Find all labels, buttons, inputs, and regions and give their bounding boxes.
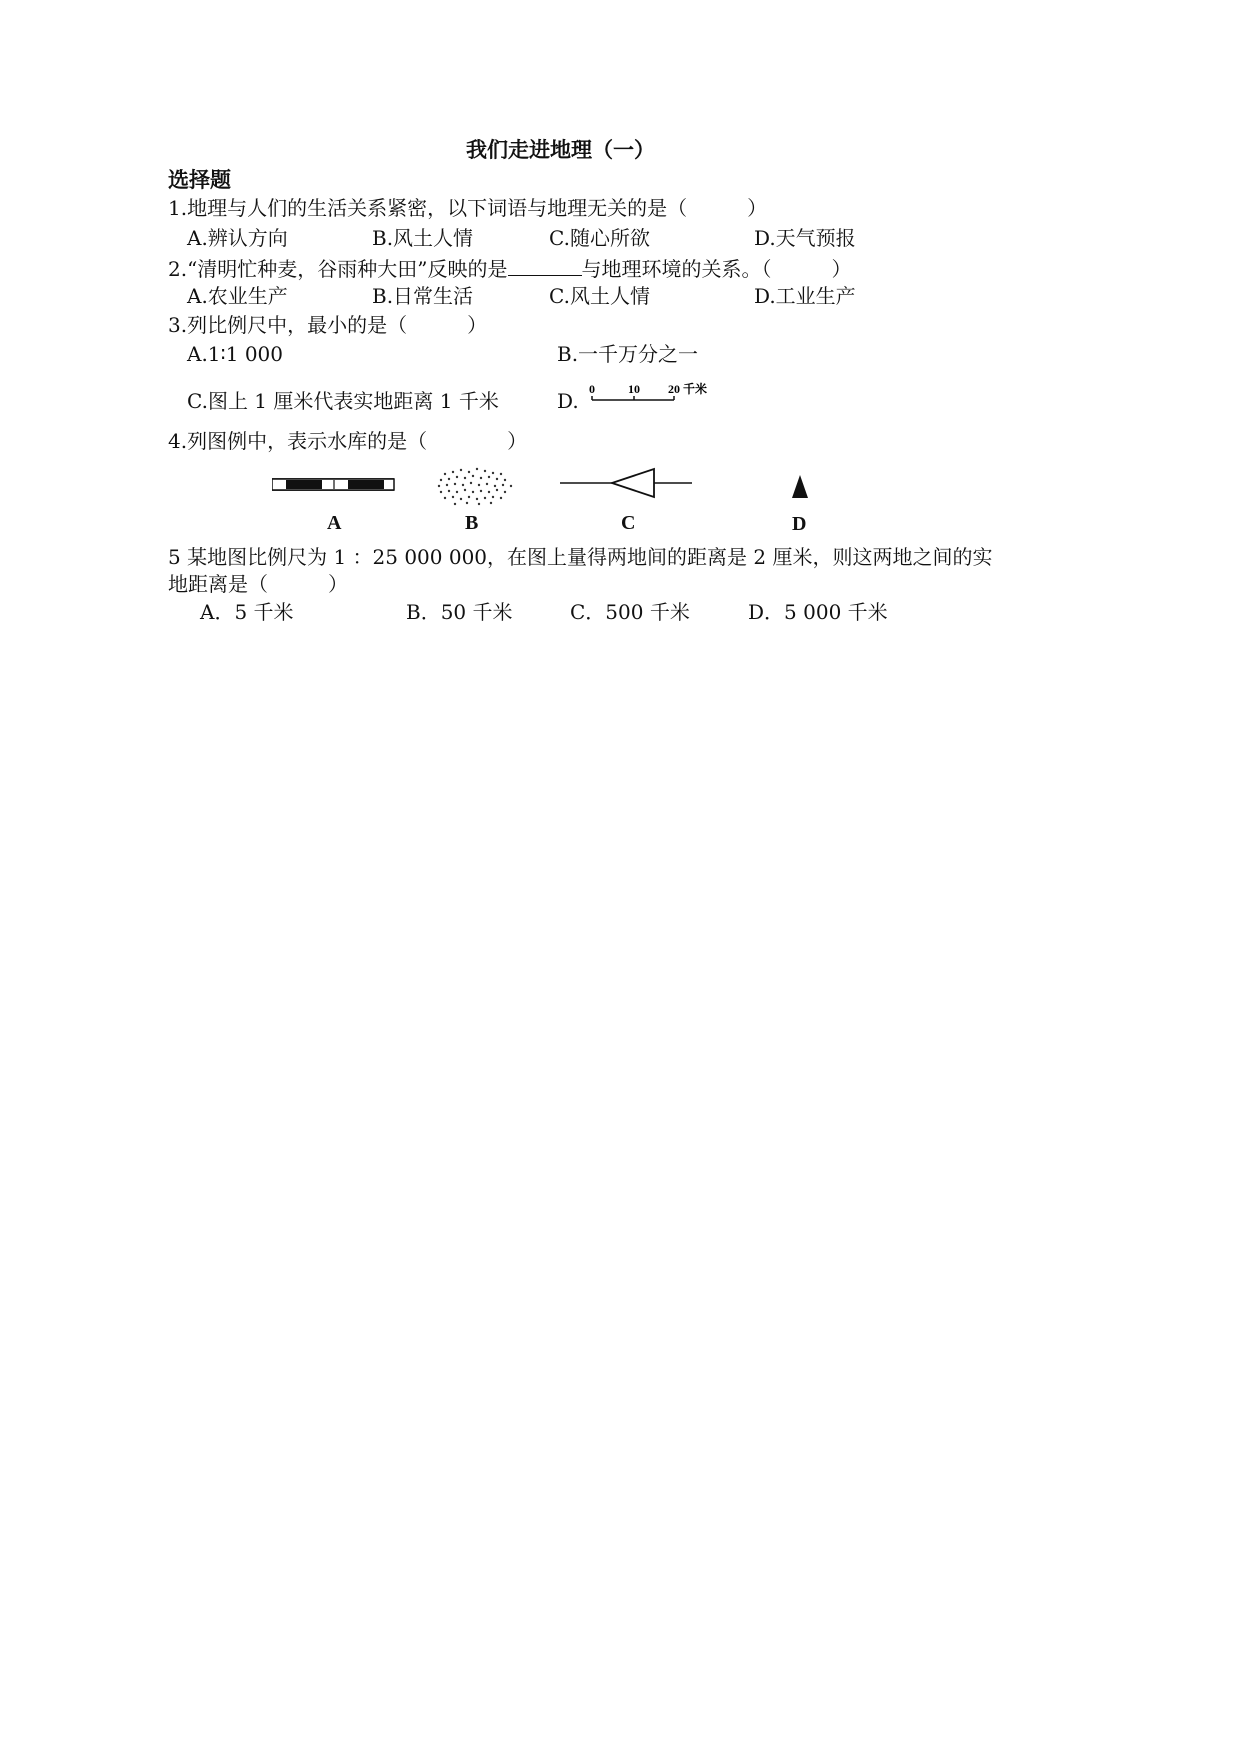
question-5-option-a[interactable]: A．5 千米 [200,600,294,624]
question-5-stem-line-2: 地距离是（ ） [168,572,348,596]
page-title: 我们走进地理（一） [466,137,655,162]
question-2-stem-part-1: 2.“清明忙种麦，谷雨种大田”反映的是 [168,257,508,281]
question-3-option-a[interactable]: A.1∶1 000 [187,342,283,366]
question-2-option-d[interactable]: D.工业生产 [754,284,856,308]
question-2-stem [168,255,852,281]
question-3-stem: 3.列比例尺中，最小的是（ ） [168,313,488,337]
question-3-option-b[interactable]: B.一千万分之一 [557,342,699,366]
railway-symbol[interactable] [272,476,396,494]
question-1-option-d[interactable]: D.天气预报 [754,226,856,250]
question-2-option-a[interactable]: A.农业生产 [187,284,288,308]
symbol-label-d: D [792,513,807,535]
scale-tick-label-20: 20 [668,382,680,396]
symbol-label-c: C [621,512,636,534]
line-scale-figure [586,378,726,410]
scale-unit-label: 千米 [683,382,708,396]
question-5-stem-line-1: 5 某地图比例尺为 1 ：25 000 000，在图上量得两地间的距离是 2 厘米，则这两地之间的实 [168,545,993,569]
symbol-label-b: B [465,512,479,534]
question-4-stem: 4.列图例中，表示水库的是（ ） [168,429,528,453]
question-1-option-b[interactable]: B.风土人情 [372,226,474,250]
question-2-option-c[interactable]: C.风土人情 [549,284,650,308]
question-2-stem-part-2: 与地理环境的关系。（ ） [581,257,852,281]
question-2-option-b[interactable]: B.日常生活 [372,284,474,308]
symbol-label-a: A [327,512,342,534]
question-3-option-d[interactable]: D. [557,389,579,413]
question-5-option-c[interactable]: C．500 千米 [570,600,690,624]
question-1-stem: 1.地理与人们的生活关系紧密，以下词语与地理无关的是（ ） [168,196,768,220]
reservoir-symbol[interactable] [560,466,694,500]
question-1-option-c[interactable]: C.随心所欲 [549,226,650,250]
question-5-option-d[interactable]: D．5 000 千米 [748,600,888,624]
question-1-option-a[interactable]: A.辨认方向 [187,226,288,250]
sand-dots-symbol[interactable] [433,464,517,508]
peak-triangle-symbol[interactable] [790,474,810,500]
answer-blank[interactable] [508,255,582,276]
question-5-option-b[interactable]: B．50 千米 [406,600,513,624]
section-heading: 选择题 [168,167,231,192]
scale-tick-label-0: 0 [589,382,595,396]
scale-tick-label-10: 10 [628,382,640,396]
question-3-option-c[interactable]: C.图上 1 厘米代表实地距离 1 千米 [187,389,499,413]
